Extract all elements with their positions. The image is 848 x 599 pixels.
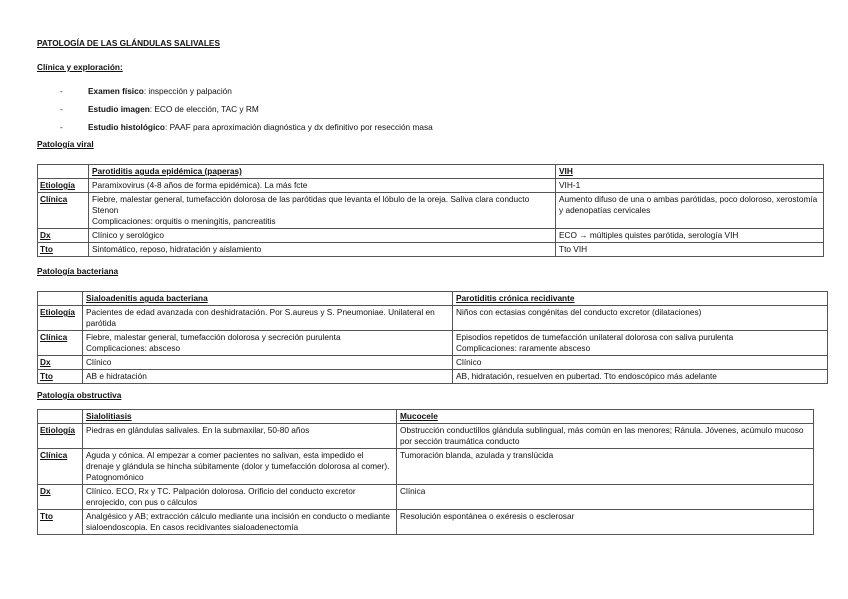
table-row xyxy=(38,485,814,510)
table-row xyxy=(38,356,828,370)
table-header-row xyxy=(38,292,828,306)
column-header: Mucocele xyxy=(397,410,814,424)
obstructiva-table xyxy=(37,409,814,535)
table-row xyxy=(38,179,824,193)
table-row xyxy=(38,424,814,449)
table-cell: Clínico y serológico xyxy=(89,229,556,243)
table-row xyxy=(38,370,828,384)
table-cell: Fiebre, malestar general, tumefacción dolorosa y secreción purulenta Complicaciones: absceso xyxy=(83,331,453,356)
table-row xyxy=(38,306,828,331)
column-header: Sialolitiasis xyxy=(83,410,397,424)
row-label: Clínica xyxy=(38,193,89,229)
item-text: : inspección y palpación xyxy=(143,86,232,96)
table-cell: AB, hidratación, resuelven en pubertad. Tto endoscópico más adelante xyxy=(453,370,828,384)
header-empty-cell xyxy=(38,292,83,306)
table-cell: Clínico xyxy=(83,356,453,370)
table-cell: Aumento difuso de una o ambas parótidas, poco doloroso, xerostomía y adenopatías cervicales xyxy=(556,193,824,229)
page-title: PATOLOGÍA DE LAS GLÁNDULAS SALIVALES xyxy=(37,38,220,48)
column-header: VIH xyxy=(556,165,824,179)
table-cell: Aguda y cónica. Al empezar a comer pacientes no salivan, esta impedido el drenaje y glándula se hincha súbitamente (dolor y tumefacción dolorosa al comer). Patognomónico xyxy=(83,449,397,485)
table-cell: Analgésico y AB; extracción cálculo mediante una incisión en conducto o mediante sialoendoscopia. En casos recidivantes sialoadenectomía xyxy=(83,510,397,535)
row-label: Clínica xyxy=(38,449,83,485)
row-label: Tto xyxy=(38,243,89,257)
table-cell: Pacientes de edad avanzada con deshidratación. Por S.aureus y S. Pneumoniae. Unilateral en parótida xyxy=(83,306,453,331)
header-empty-cell xyxy=(38,165,89,179)
table-cell: Sintomático, reposo, hidratación y aislamiento xyxy=(89,243,556,257)
table-cell: Obstrucción conductillos glándula sublingual, más común en las menores; Ránula. Jóvenes, acúmulo mucoso por sección traumática conducto xyxy=(397,424,814,449)
viral-heading: Patología viral xyxy=(37,139,94,149)
obstructiva-heading: Patología obstructiva xyxy=(37,390,122,400)
table-cell: Clínico xyxy=(453,356,828,370)
table-cell: Tto VIH xyxy=(556,243,824,257)
list-item xyxy=(60,82,433,100)
row-label: Clínica xyxy=(38,331,83,356)
exam-list xyxy=(60,82,433,136)
item-label: Estudio imagen xyxy=(88,104,150,114)
table-cell: Resolución espontánea o exéresis o esclerosar xyxy=(397,510,814,535)
table-row xyxy=(38,449,814,485)
table-cell: Niños con ectasias congénitas del conducto excretor (dilataciones) xyxy=(453,306,828,331)
row-label: Dx xyxy=(38,356,83,370)
bacteriana-table xyxy=(37,291,828,384)
row-label: Dx xyxy=(38,485,83,510)
table-header-row xyxy=(38,410,814,424)
table-row xyxy=(38,243,824,257)
table-cell: Fiebre, malestar general, tumefacción dolorosa de las parótidas que levanta el lóbulo de la oreja. Saliva clara conducto Stenon Complicaciones: orquitis o meningitis, pancreatitis xyxy=(89,193,556,229)
item-label: Examen físico xyxy=(88,86,144,96)
table-cell: Paramixovirus (4-8 años de forma epidémica). La más fcte xyxy=(89,179,556,193)
table-header-row xyxy=(38,165,824,179)
table-cell: AB e hidratación xyxy=(83,370,453,384)
clinica-heading: Clínica y exploración: xyxy=(37,62,123,72)
table-cell: Piedras en glándulas salivales. En la submaxilar, 50-80 años xyxy=(83,424,397,449)
row-label: Etiología xyxy=(38,424,83,449)
row-label: Tto xyxy=(38,370,83,384)
column-header: Sialoadenitis aguda bacteriana xyxy=(83,292,453,306)
row-label: Etiología xyxy=(38,306,83,331)
viral-table xyxy=(37,164,824,257)
list-item xyxy=(60,100,433,118)
table-row xyxy=(38,510,814,535)
row-label: Etiología xyxy=(38,179,89,193)
table-cell: Episodios repetidos de tumefacción unilateral dolorosa con saliva purulenta Complicaciones: raramente absceso xyxy=(453,331,828,356)
row-label: Dx xyxy=(38,229,89,243)
column-header: Parotiditis aguda epidémica (paperas) xyxy=(89,165,556,179)
table-cell: Clínica xyxy=(397,485,814,510)
header-empty-cell xyxy=(38,410,83,424)
table-row xyxy=(38,193,824,229)
bacteriana-heading: Patología bacteriana xyxy=(37,266,119,276)
table-row xyxy=(38,229,824,243)
list-item xyxy=(60,118,433,136)
table-cell: ECO → múltiples quistes parótida, serología VIH xyxy=(556,229,824,243)
table-row xyxy=(38,331,828,356)
table-cell: Tumoración blanda, azulada y translúcida xyxy=(397,449,814,485)
item-label: Estudio histológico xyxy=(88,122,165,132)
item-text: : ECO de elección, TAC y RM xyxy=(149,104,259,114)
row-label: Tto xyxy=(38,510,83,535)
item-text: : PAAF para aproximación diagnóstica y dx definitivo por resección masa xyxy=(164,122,433,132)
table-cell: VIH-1 xyxy=(556,179,824,193)
column-header: Parotiditis crónica recidivante xyxy=(453,292,828,306)
table-cell: Clínico. ECO, Rx y TC. Palpación dolorosa. Orificio del conducto excretor enrojecido, con pus o cálculos xyxy=(83,485,397,510)
